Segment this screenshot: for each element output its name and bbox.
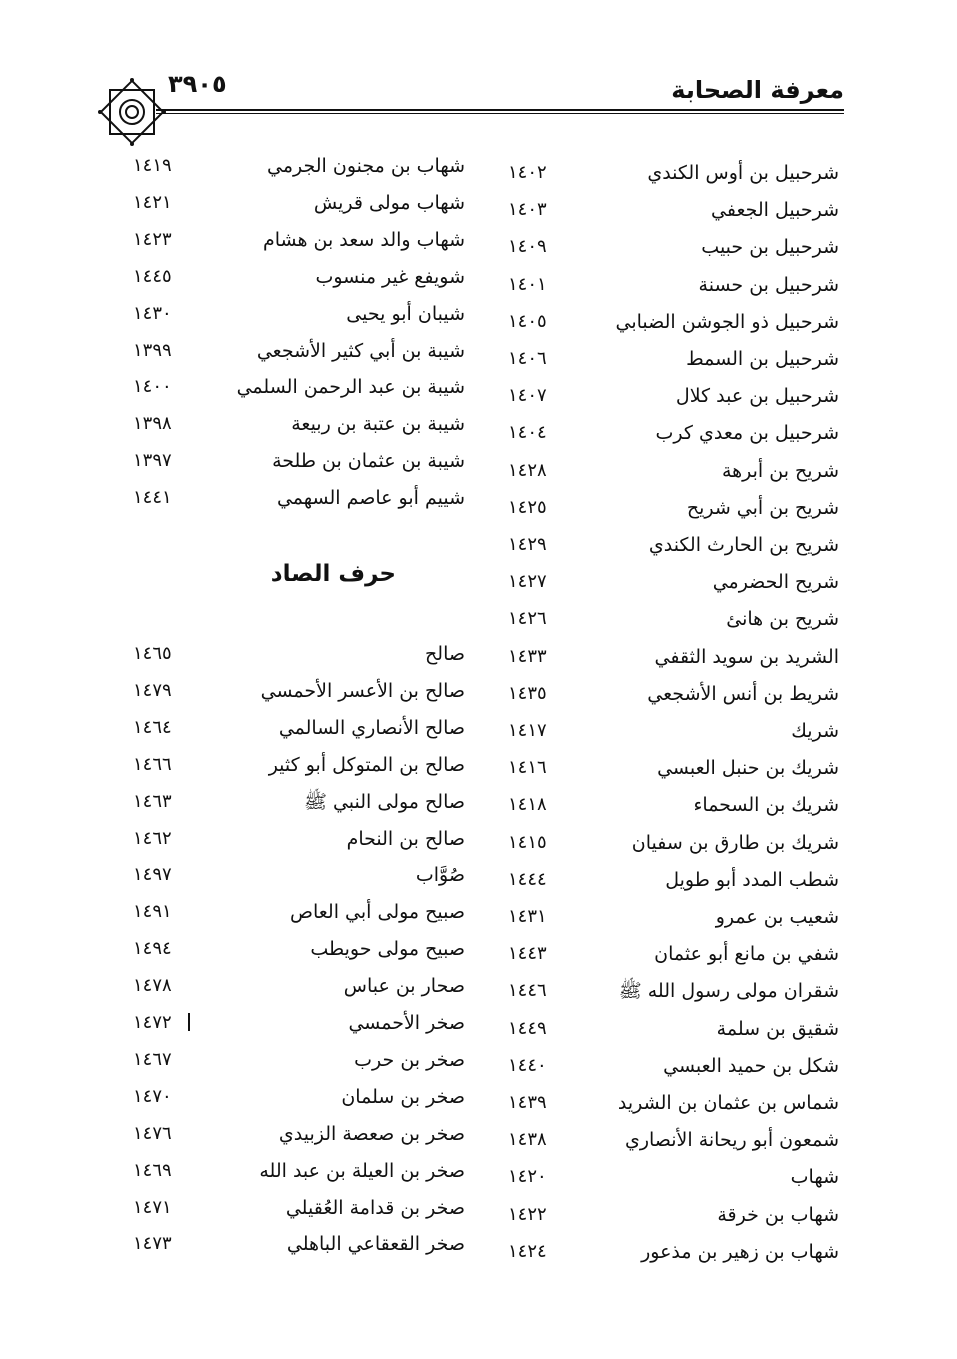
section-heading: حرف الصاد [270, 561, 396, 587]
index-entry-number: ١٤٠٤ [508, 422, 547, 444]
index-entry-number: ١٤٦٩ [133, 1159, 172, 1181]
index-entry-number: ١٤٤٣ [508, 943, 547, 965]
index-entry-number: ١٤٢١ [133, 191, 172, 213]
index-entry-number: ١٤٠١ [508, 273, 547, 295]
index-entry-name: شمعون أبو ريحانة الأنصاري [624, 1129, 839, 1152]
index-entry-number: ١٤٤١ [133, 487, 172, 509]
index-entry-number: ١٤٧٦ [133, 1122, 172, 1144]
index-entry-number: ١٤٢٥ [508, 496, 547, 518]
index-entry-number: ١٤٣٩ [508, 1092, 547, 1113]
index-entry-number: ١٤٦٦ [133, 753, 172, 775]
index-entry-name: صالح بن المتوكل أبو كثير [268, 753, 465, 776]
index-entry-name: شريح بن هانئ [726, 608, 839, 631]
index-entry-number: ١٤٦٧ [133, 1048, 172, 1070]
index-entry-number: ١٤٣٠ [133, 302, 172, 324]
index-entry-name: شقران مولى رسول الله ﷺ [618, 980, 839, 1003]
index-entry-name: شهاب مولى قريش [313, 191, 465, 214]
index-entry-number: ١٣٩٧ [133, 450, 172, 472]
index-entry-number: ١٤٠٩ [508, 236, 547, 258]
index-entry-number: ١٤٧٩ [133, 679, 172, 701]
index-entry-number: ١٤٠٠ [133, 376, 172, 398]
index-entry-name: صخر بن حرب [354, 1048, 465, 1071]
index-entry-name: شرحبيل بن السمط [686, 348, 839, 370]
index-entry-name: شرحبيل بن حبيب [701, 236, 839, 259]
index-entry-name: صخر بن صعصة الزبيدي [278, 1122, 465, 1145]
index-entry-number: ١٣٩٩ [133, 339, 172, 361]
index-entry-name: شهاب والد سعد بن هشام [262, 228, 465, 251]
index-entry-name: شرحبيل بن معدي كرب [655, 422, 839, 445]
index-entry-name: صخر بن العيلة بن عبد الله [259, 1159, 465, 1182]
index-entry-number: ١٤٢٣ [133, 228, 172, 250]
header-rule [156, 109, 844, 111]
index-entry-name: صالح مولى النبي ﷺ [303, 790, 465, 813]
index-entry-number: ١٤١٨ [508, 794, 547, 816]
index-entry-name: شويفع غير منسوب [315, 265, 465, 288]
index-entry-number: ١٤٠٥ [508, 310, 547, 332]
index-entry-number: ١٤٠٦ [508, 348, 547, 369]
index-entry-number: ١٤١٧ [508, 720, 547, 741]
page-header [96, 62, 844, 142]
index-entry-number: ١٤٦٥ [133, 643, 172, 664]
index-entry-name: صالح الأنصاري السالمي [278, 716, 465, 739]
index-entry-name: شطب المدد أبو طويل [665, 868, 839, 891]
index-entry-name: صحار بن عباس [343, 975, 465, 998]
index-entry-name: شييم أبو عاصم السهمي [276, 487, 465, 510]
index-entry-number: ١٤٧١ [133, 1196, 172, 1218]
index-entry-number: ١٤٢٤ [508, 1240, 547, 1262]
index-entry-name: شهاب بن خرقة [717, 1203, 839, 1226]
index-entry-number: ١٤٧٣ [133, 1233, 172, 1255]
index-entry-name: شريك بن السحماء [693, 794, 839, 817]
index-entry-name: شريح الحضرمي [712, 571, 839, 594]
index-entry-number: ١٤٣٣ [508, 645, 547, 667]
index-entry-number: ١٤١٥ [508, 831, 547, 853]
index-entry-name: شقيق بن سلمة [716, 1017, 839, 1040]
index-entry-name: صخر بن قدامة العُقيلي [285, 1196, 465, 1219]
index-entry-name: شرحبيل بن عبد كلال [675, 385, 839, 408]
index-entry-name: صبيح مولى حويطب [310, 938, 465, 961]
index-entry-name: شرحبيل ذو الجوشن الضبابي [615, 310, 839, 333]
index-entry-number: ١٤٦٤ [133, 716, 172, 738]
index-entry-number: ١٤٣١ [508, 906, 547, 927]
index-entry-name: شريح بن الحارث الكندي [648, 534, 839, 556]
index-entry-number: ١٤٢٧ [508, 571, 547, 593]
index-entry-name: شيبة بن أبي كثير الأشجعي [256, 339, 465, 362]
index-entry-number: ١٤٧٠ [133, 1085, 172, 1107]
margin-mark [188, 1013, 190, 1031]
index-entry-name: صخر القعقاعي الباهلي [286, 1233, 465, 1256]
page-number: ٣٩٠٥ [168, 70, 227, 98]
index-entry-number: ١٤٩٧ [133, 864, 172, 886]
index-entry-name: شيبة بن عثمان بن طلحة [272, 450, 465, 473]
index-entry-name: شيبة بن عبد الرحمن السلمي [236, 376, 465, 399]
index-entry-number: ١٤٤٠ [508, 1054, 547, 1076]
index-entry-name: شعيب بن عمرو [715, 906, 839, 928]
index-entry-number: ١٤٠٧ [508, 385, 547, 407]
index-entry-number: ١٤٢٢ [508, 1203, 547, 1225]
index-entry-name: الشريد بن سويد الثقفي [654, 645, 839, 668]
index-entry-name: شيبة بن عتبة بن ربيعة [291, 413, 465, 436]
index-entry-number: ١٤٠٣ [508, 199, 547, 221]
index-entry-number: ١٤٧٨ [133, 975, 172, 997]
index-entry-name: شريك [791, 720, 839, 742]
index-entry-name: شفي بن مانع أبو عثمان [654, 943, 839, 966]
index-entry-number: ١٤٤٤ [508, 868, 547, 890]
index-entry-name: شريك بن حنبل العبسي [657, 757, 839, 780]
index-entry-number: ١٤٢٦ [508, 608, 547, 630]
index-entry-number: ١٤٢٩ [508, 534, 547, 555]
index-entry-number: ١٤٩٤ [133, 938, 172, 960]
index-entry-name: صالح [425, 643, 465, 665]
index-entry-name: شكل بن حميد العبسي [663, 1054, 839, 1077]
index-entry-number: ١٤٦٣ [133, 790, 172, 812]
index-entry-name: صخر الأحمسي [348, 1012, 465, 1034]
index-entry-name: شماس بن عثمان بن الشريد [617, 1092, 839, 1114]
index-entry-name: شرحبيل الجعفي [711, 199, 839, 222]
index-entry-name: شهاب بن زهير بن مذعور [641, 1240, 839, 1263]
index-entry-number: ١٤٤٩ [508, 1017, 547, 1039]
index-entry-number: ١٤٣٨ [508, 1129, 547, 1151]
index-entry-name: شهاب بن مجنون الجرمي [267, 155, 465, 177]
index-entry-number: ١٤٠٢ [508, 162, 547, 183]
index-entry-number: ١٤٩١ [133, 901, 172, 923]
index-entry-name: صبيح مولى أبي العاص [290, 901, 465, 924]
index-entry-name: شرحبيل بن حسنة [698, 273, 839, 296]
index-entry-name: صخر بن سلمان [341, 1085, 465, 1108]
index-entry-name: شريط بن أنس الأشجعي [647, 682, 839, 705]
index-entry-number: ١٤٢٠ [508, 1166, 547, 1188]
index-entry-name: صُوَّاب [415, 864, 465, 887]
index-entry-number: ١٤٢٨ [508, 459, 547, 481]
index-entry-name: شيبان أبو يحيى [346, 302, 465, 325]
header-rule-thin [156, 113, 844, 114]
index-entry-number: ١٤٧٢ [133, 1012, 172, 1033]
index-entry-name: شريح بن أبرهة [721, 459, 839, 482]
index-entry-name: صالح بن الأعسر الأحمسي [260, 679, 465, 702]
index-entry-number: ١٤٣٥ [508, 682, 547, 704]
index-entry-name: شهاب [790, 1166, 839, 1189]
octagonal-star-ornament-icon [96, 76, 168, 148]
book-title: معرفة الصحابة [671, 76, 844, 104]
index-entry-number: ١٤٤٥ [133, 265, 172, 287]
index-entry-name: شريح بن أبي شريح [686, 496, 839, 519]
index-entry-name: شرحبيل بن أوس الكندي [647, 162, 839, 184]
index-entry-name: صالح بن النحام [346, 827, 465, 850]
index-entry-number: ١٤٦٢ [133, 827, 172, 849]
index-entry-name: شريك بن طارق بن سفيان [631, 831, 839, 854]
index-entry-number: ١٤١٩ [133, 155, 172, 176]
index-entry-number: ١٣٩٨ [133, 413, 172, 435]
index-entry-number: ١٤١٦ [508, 757, 547, 779]
index-entry-number: ١٤٤٦ [508, 980, 547, 1002]
